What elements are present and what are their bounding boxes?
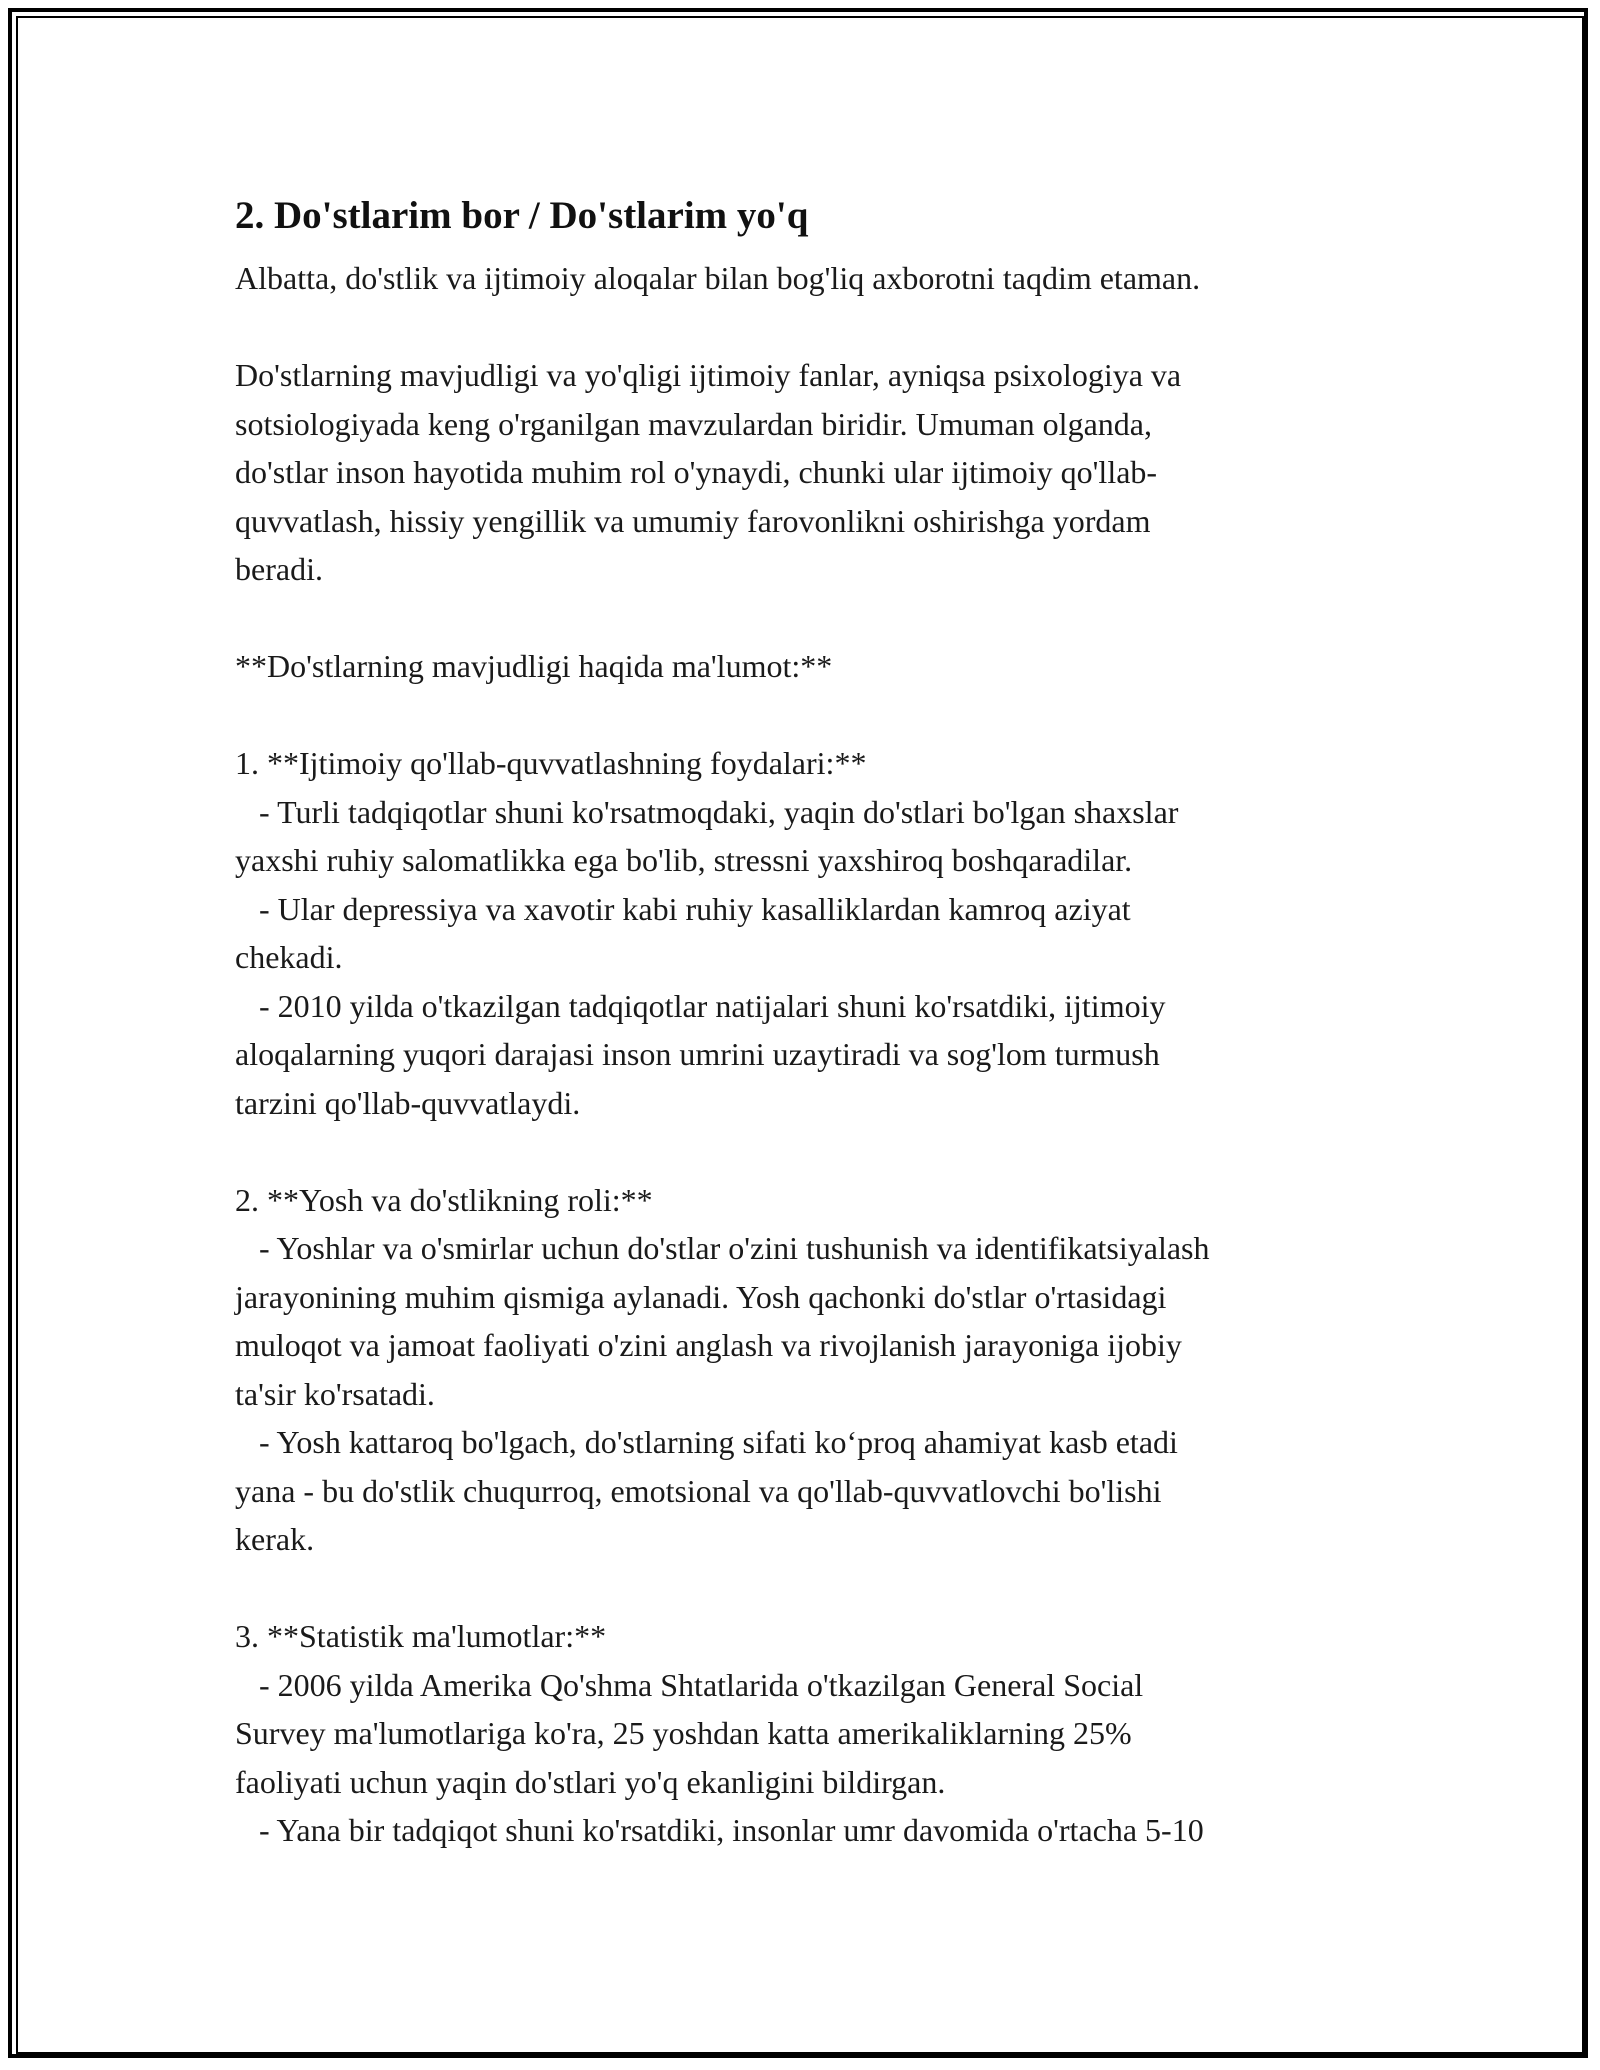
list-item: - Yoshlar va o'smirlar uchun do'stlar o'zini tushunish va identifikatsiyalash jarayonining muhim qismiga aylanadi. Yosh qachonki do'stlar o'rtasidagi muloqot va jamoat faoliyati o'zini anglash va rivojlanish jarayoniga ijobiy ta'sir ko'rsatadi. xyxy=(235,1230,1210,1412)
list-section-heading: 2. **Yosh va do'stlikning roli:** xyxy=(235,1181,653,1218)
list-item: - Yosh kattaroq bo'lgach, do'stlarning sifati ko‘proq ahamiyat kasb etadi yana - bu do'stlik chuqurroq, emotsional va qo'llab-quvvatlovchi bo'lishi kerak. xyxy=(235,1424,1178,1557)
paragraph-gap xyxy=(235,303,1375,352)
list-item: - 2006 yilda Amerika Qo'shma Shtatlarida o'tkazilgan General Social Survey ma'lumotlariga ko'ra, 25 yoshdan katta amerikaliklarning 25% faoliyati uchun yaqin do'stlari yo'q ekanligini bildirgan. xyxy=(235,1666,1144,1800)
list-section xyxy=(235,1612,1375,1855)
list-section-heading: 3. **Statistik ma'lumotlar:** xyxy=(235,1618,607,1654)
document-body xyxy=(235,188,1375,1855)
list-section xyxy=(235,739,1375,1127)
paragraph-gap xyxy=(235,1127,1375,1176)
list-item: - Turli tadqiqotlar shuni ko'rsatmoqdaki, yaqin do'stlari bo'lgan shaxslar yaxshi ruhiy salomatlikka ega bo'lib, stressni yaxshiroq boshqaradilar. xyxy=(235,793,1179,878)
overview-paragraph: Do'stlarning mavjudligi va yo'qligi ijtimoiy fanlar, ayniqsa psixologiya va sotsiologiyada keng o'rganilgan mavzulardan biridir. Umuman olganda, do'stlar inson hayotida muhim rol o'ynaydi, chunki ular ijtimoiy qo'llab- quvvatlash, hissiy yengillik va umumiy farovonlikni oshirishga yordam beradi. xyxy=(235,357,1182,587)
list-item: - 2010 yilda o'tkazilgan tadqiqotlar natijalari shuni ko'rsatdiki, ijtimoiy aloqalarning yuqori darajasi inson umrini uzaytiradi va sog'lom turmush tarzini qo'llab-quvvatlaydi. xyxy=(235,987,1166,1121)
list-item: - Yana bir tadqiqot shuni ko'rsatdiki, insonlar umr davomida o'rtacha 5-10 xyxy=(235,1812,1204,1848)
document-title: 2. Do'stlarim bor / Do'stlarim yo'q xyxy=(235,194,809,237)
list-section xyxy=(235,1176,1375,1564)
list-item: - Ular depressiya va xavotir kabi ruhiy kasalliklardan kamroq aziyat chekadi. xyxy=(235,890,1131,975)
paragraph-gap xyxy=(235,594,1375,643)
intro-paragraph: Albatta, do'stlik va ijtimoiy aloqalar bilan bog'liq axborotni taqdim etaman. xyxy=(235,260,1201,296)
section-heading: **Do'stlarning mavjudligi haqida ma'lumot:** xyxy=(235,648,833,684)
list-section-heading: 1. **Ijtimoiy qo'llab-quvvatlashning foydalari:** xyxy=(235,745,867,781)
paragraph-gap xyxy=(235,1564,1375,1613)
paragraph-gap xyxy=(235,691,1375,740)
